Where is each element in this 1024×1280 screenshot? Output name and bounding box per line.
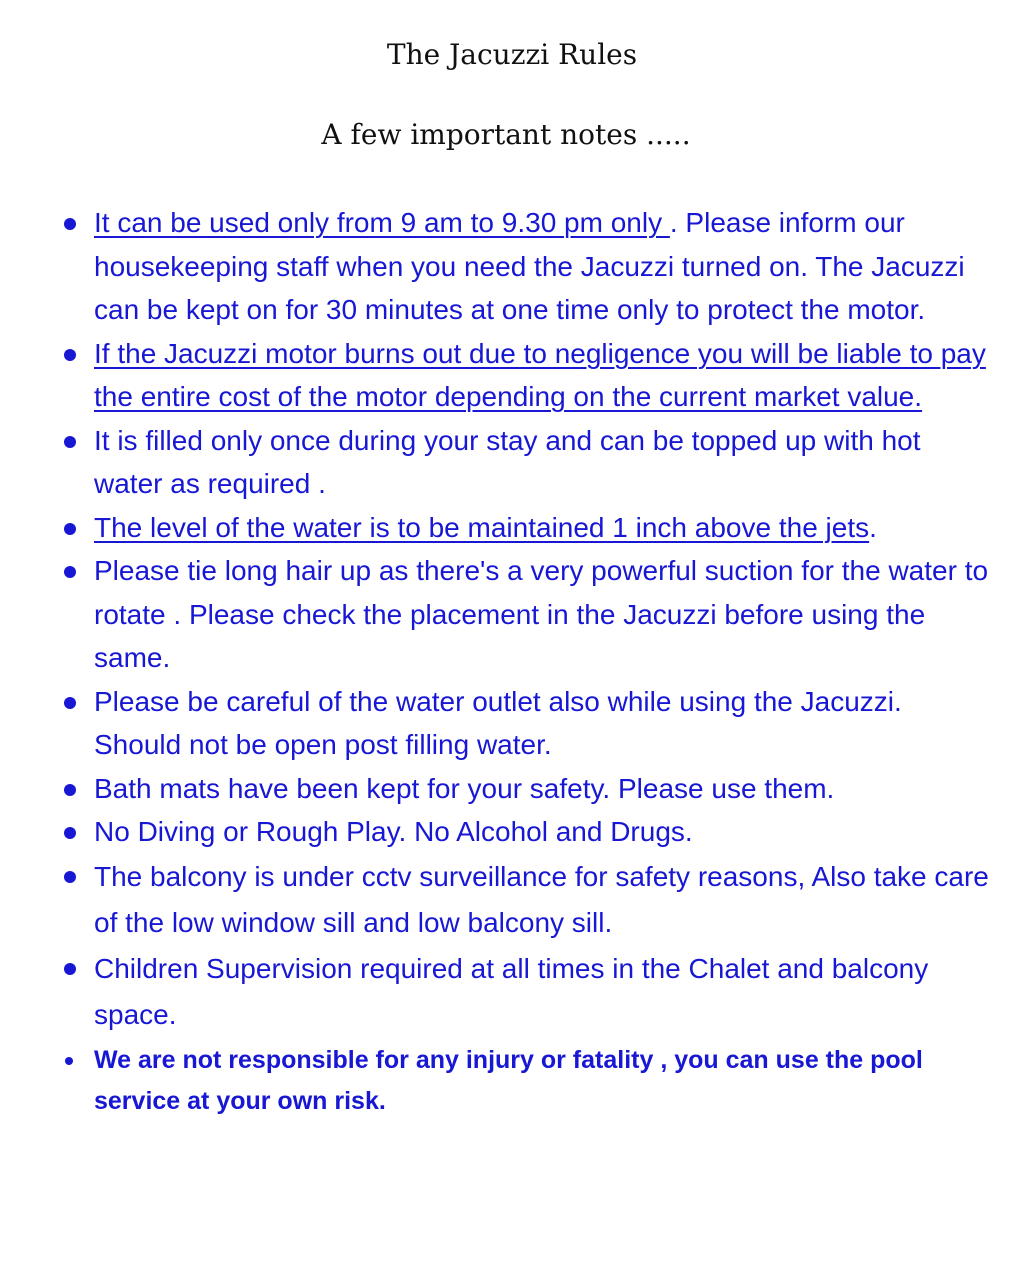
rule-item-disclaimer [60,1040,990,1122]
rule-text: No Diving or Rough Play. No Alcohol and Drugs. [94,816,693,847]
rule-item [60,332,990,419]
bullet-icon [64,697,76,709]
bullet-icon [64,566,76,578]
bullet-icon [64,784,76,796]
rule-text: . [869,511,877,543]
rule-text: The balcony is under cctv surveillance for safety reasons, Also take care of the low window sill and low balcony sill. [94,860,989,938]
rule-text: Please be careful of the water outlet also while using the Jacuzzi. Should not be open post filling water. [94,685,902,760]
rules-list [60,201,990,1122]
rule-text: It is filled only once during your stay and can be topped up with hot water as required . [94,424,921,499]
bullet-icon [64,436,76,448]
bullet-icon [64,963,76,975]
rule-item [60,680,990,767]
rule-text: Children Supervision required at all times in the Chalet and balcony space. [94,952,929,1030]
document-subtitle: A few important notes ..... [321,118,691,151]
bullet-icon [64,349,76,361]
rule-underlined-text: The level of the water is to be maintained 1 inch above the jets [94,511,870,543]
rule-item [60,506,990,550]
rule-item [60,767,990,811]
bullet-icon [64,523,76,535]
rule-item [60,946,990,1038]
bullet-icon [64,871,76,883]
rule-underlined-text: It can be used only from 9 am to 9.30 pm only [94,207,670,238]
document-title: The Jacuzzi Rules [386,38,638,71]
rule-item [60,201,990,332]
rule-text: . Please inform our housekeeping staff when you need the Jacuzzi turned on. The Jacuzzi can be kept on for 30 minutes at one time only to protect the motor. [94,207,965,325]
rule-item [60,549,990,680]
bullet-icon [64,827,76,839]
rule-item [60,419,990,506]
bullet-icon [64,218,76,230]
bullet-icon [65,1057,73,1065]
rule-text: Bath mats have been kept for your safety. Please use them. [94,772,835,804]
rule-underlined-text: If the Jacuzzi motor burns out due to negligence you will be liable to pay the entire cost of the motor depending on the current market value. [94,337,986,412]
rule-item [60,854,990,946]
rule-item [60,810,990,854]
rule-text: We are not responsible for any injury or fatality , you can use the pool service at your own risk. [94,1045,923,1115]
rule-text: Please tie long hair up as there's a very powerful suction for the water to rotate . Please check the placement in the Jacuzzi before using the same. [94,555,989,673]
